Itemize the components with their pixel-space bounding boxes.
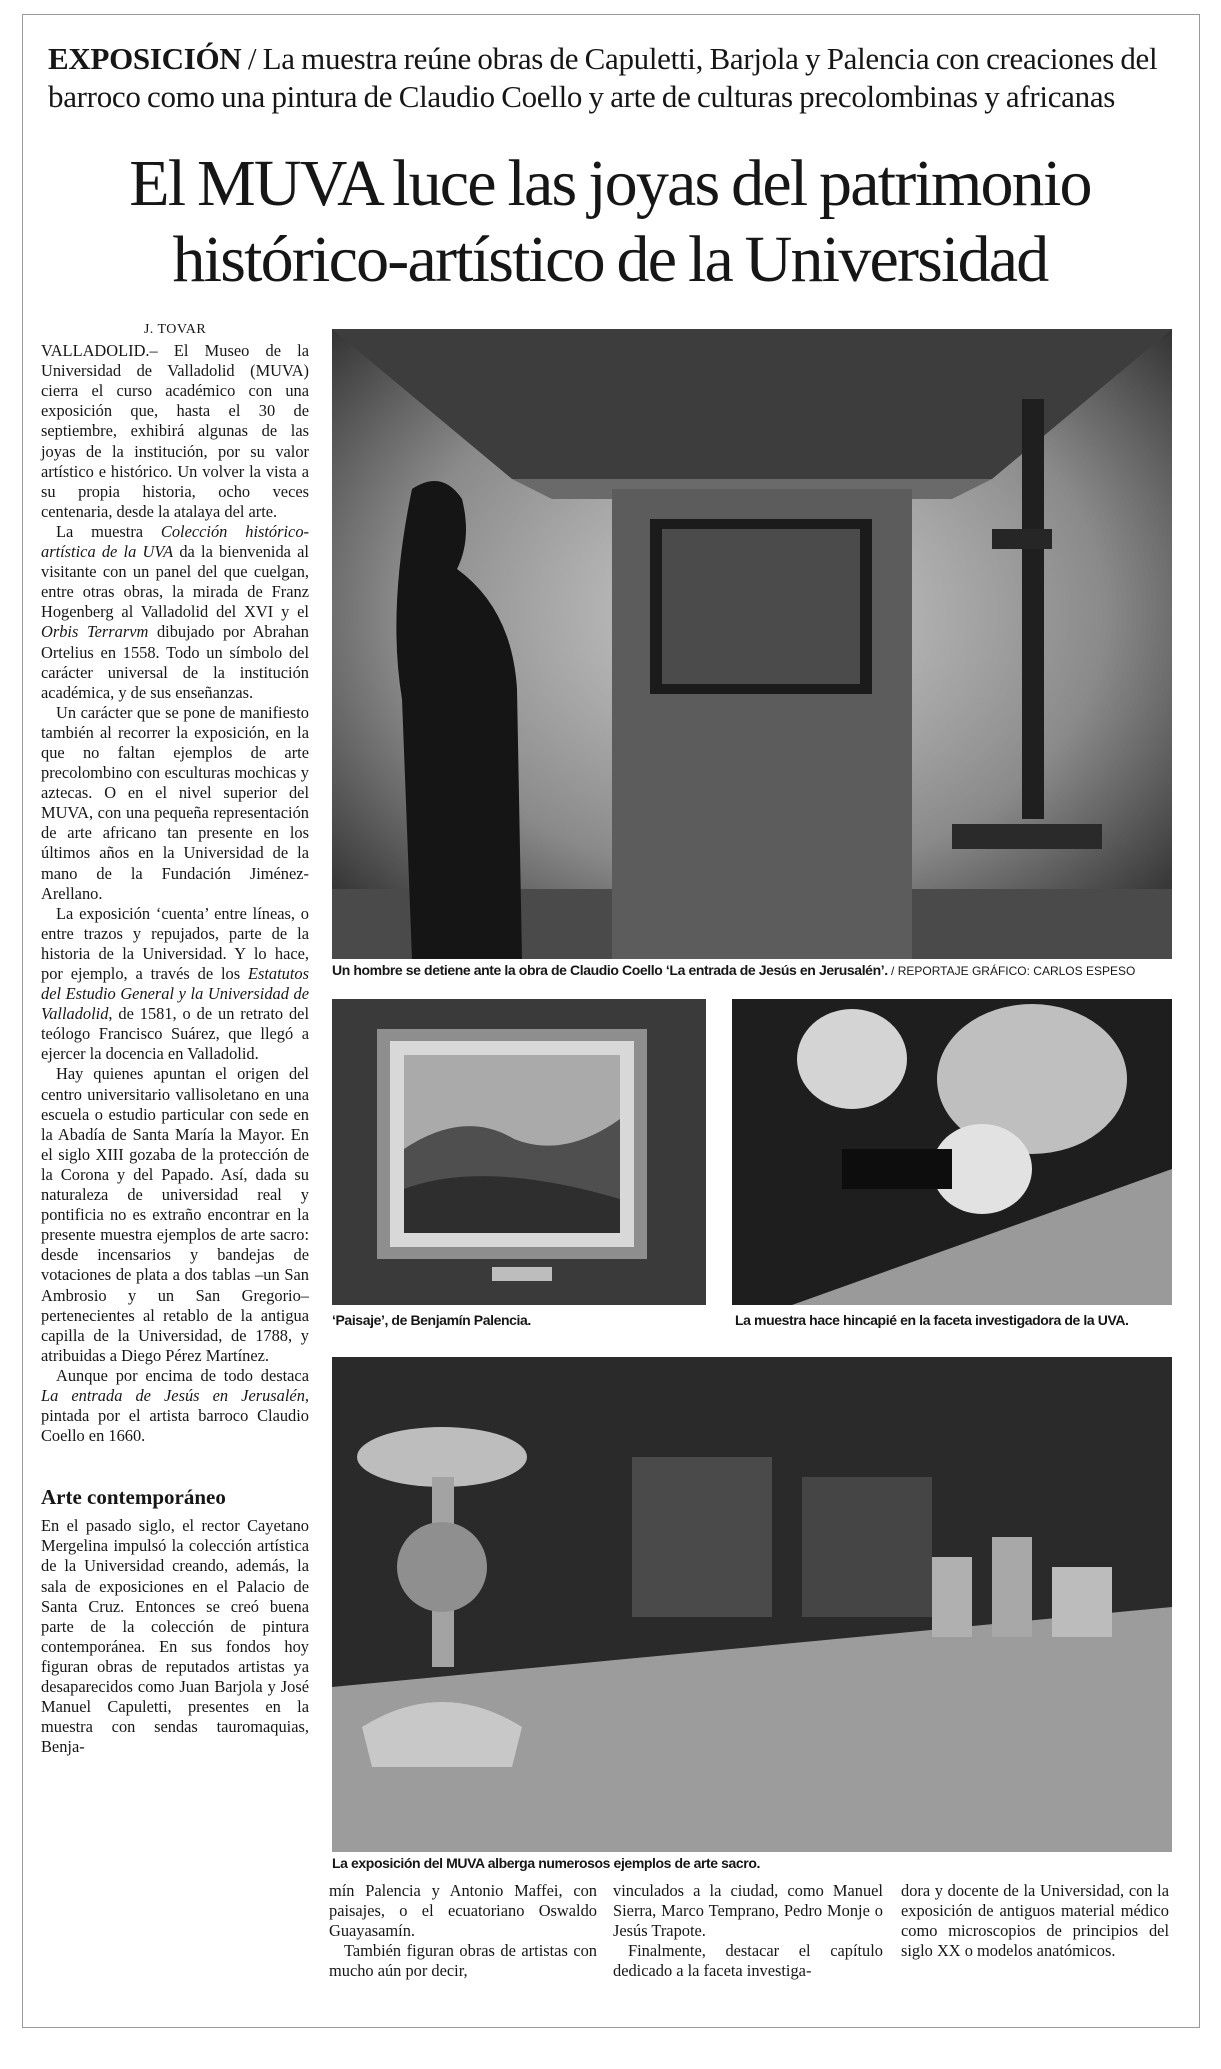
headline-line-1: El MUVA luce las joyas del patrimonio [129,147,1091,220]
paragraph-1: VALLADOLID.– El Museo de la Universidad de Valladolid (MUVA) cierra el curso académico con una exposición que, hasta el 30 de septiembre, exhibirá algunas de las joyas de la institución, por su valor artístico e histórico. Un volver la vista a su propia historia, ocho veces centenaria, desde la atalaya del arte. [41,341,309,521]
headline-line-2: histórico-artístico de la Universidad [172,223,1048,296]
title-estatutos: Estatutos del Estudio General y la Universidad de Valladolid [41,964,309,1024]
paragraph-8: mín Palencia y Antonio Maffei, con paisajes, o el ecuatoriano Oswaldo Guayasamín. [329,1881,597,1941]
caption-investigadora: La muestra hace hincapié en la faceta investigadora de la UVA. [735,1312,1129,1328]
subhead-arte-contemporaneo: Arte contemporáneo [41,1485,226,1510]
paragraph-2: La muestra Colección histórico-artística de la UVA da la bienvenida al visitante con un panel del que cuelgan, entre otras obras, la mirada de Franz Hogenberg al Valladolid del XVI y el Orbis Terrarvm dibujado por Abrahan Ortelius en 1558. Todo un símbolo del carácter universal de la institución académica, y de sus enseñanzas. [41,521,309,702]
paragraph-11: Finalmente, destacar el capítulo dedicado a la faceta investiga- [613,1941,883,1981]
caption-main [332,961,1135,980]
photo-visitor-painting [332,329,1172,959]
kicker-separator: / [241,41,263,76]
photo-paisaje [332,999,706,1305]
caption-sacro: La exposición del MUVA alberga numerosos ejemplos de arte sacro. [332,1855,760,1871]
title-coleccion: Colección histórico-artística de la UVA [41,521,309,562]
dateline: VALLADOLID.– [41,341,158,361]
caption-paisaje: ‘Paisaje’, de Benjamín Palencia. [332,1312,531,1328]
headline [30,146,1190,298]
paragraph-7: En el pasado siglo, el rector Cayetano Mergelina impulsó la colección artística de la Universidad creando, además, la sala de exposiciones en el Palacio de Santa Cruz. Entonces se creó buena parte de la colección de pintura contemporánea. En sus fondos hoy figuran obras de reputados artistas ya desaparecidos como Juan Barjola y José Manuel Capuletti, presentes en la muestra con sendas tauromaquias, Benja- [41,1516,309,1757]
paragraph-10: vinculados a la ciudad, como Manuel Sierra, Marco Temprano, Pedro Monje o Jesús Trapote. [613,1881,883,1941]
photo-investigadora [732,999,1172,1305]
title-orbis: Orbis Terrarvm [41,622,149,642]
paragraph-3: Un carácter que se pone de manifiesto también al recorrer la exposición, en la que no faltan ejemplos de arte precolombino con esculturas mochicas y aztecas. O en el nivel superior del MUVA, con una pequeña representación de arte africano tan presente en los últimos años en la Universidad de la mano de la Fundación Jiménez-Arellano. [41,702,309,903]
paragraph-4: La exposición ‘cuenta’ entre líneas, o entre trazos y repujados, parte de la historia de la Universidad. Y lo hace, por ejemplo, a través de los Estatutos del Estudio General y la Universidad de Valladolid, de 1581, o de un retrato del teólogo Francisco Suárez, que llegó a ejercer la docencia en Valladolid. [41,903,309,1064]
photo-credit: / REPORTAJE GRÁFICO: CARLOS ESPESO [887,964,1136,978]
byline: J. TOVAR [143,322,207,337]
kicker-lead: EXPOSICIÓN [48,41,242,76]
article-column-bottom-1 [329,1881,597,1981]
paragraph-12: dora y docente de la Universidad, con la exposición de antiguos material médico como microscopios de principios del siglo XX o modelos anatómicos. [901,1881,1169,1961]
caption-main-text: Un hombre se detiene ante la obra de Claudio Coello ‘La entrada de Jesús en Jerusalén’. [332,962,888,978]
kicker-text: La muestra reúne obras de Capuletti, Barjola y Palencia con creaciones del barroco como una pintura de Claudio Coello y arte de culturas precolombinas y africanas [48,41,1158,114]
photo-arte-sacro [332,1357,1172,1852]
article-column-bottom-2 [613,1881,883,1981]
title-entrada-jesus: La entrada de Jesús en Jerusalén [41,1385,305,1405]
article-column-left [41,320,309,1757]
paragraph-9: También figuran obras de artistas con mucho aún por decir, [329,1941,597,1981]
paragraph-5: Hay quienes apuntan el origen del centro universitario vallisoletano en una escuela o estudio particular con sede en la Abadía de Santa María la Mayor. En el siglo XIII gozaba de la protección de la Corona y del Papado. Así, dada su naturaleza de universidad real y pontificia no es extraño encontrar en la presente muestra ejemplos de arte sacro: desde incensarios y bandejas de votaciones de plata a dos tablas –un San Ambrosio y un San Gregorio– pertenecientes al retablo de la antigua capilla de la Universidad, de 1788, y atribuidas a Diego Pérez Martínez. [41,1064,309,1365]
paragraph-6: Aunque por encima de todo destaca La entrada de Jesús en Jerusalén, pintada por el artista barroco Claudio Coello en 1660. [41,1365,309,1446]
article-column-bottom-3 [901,1881,1169,1961]
kicker [48,40,1180,116]
